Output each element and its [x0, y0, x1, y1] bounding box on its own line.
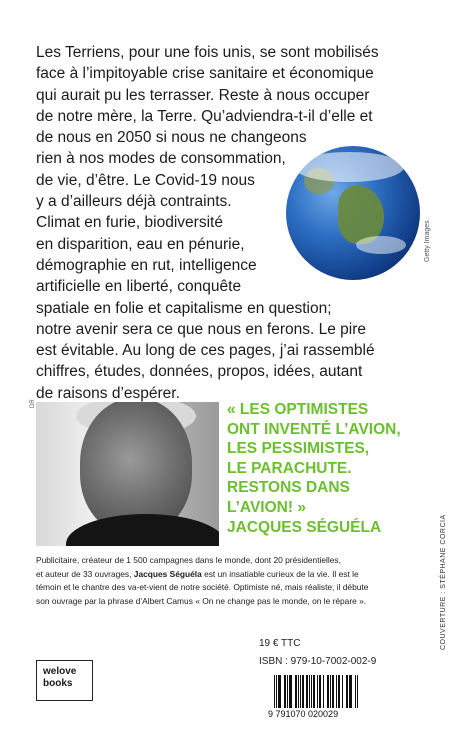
blurb-line: de raisons d’espérer.	[36, 384, 180, 402]
blurb-line: est évitable. Au long de ces pages, j’ai rassemblé	[36, 342, 375, 360]
barcode-bar	[336, 675, 337, 708]
barcode-bar	[287, 675, 288, 708]
quote-line: RESTONS DANS	[227, 479, 350, 497]
bio-line	[36, 568, 436, 582]
barcode-bar	[355, 675, 356, 708]
quote-author: JACQUES SÉGUÉLA	[227, 518, 382, 536]
barcode-bar	[278, 675, 280, 708]
cover-credit: COUVERTURE : STÉPHANE CORCIA	[440, 514, 447, 650]
barcode-bar	[338, 675, 340, 708]
barcode-bar	[309, 675, 310, 708]
blurb-line: qui aurait pu les terrasser. Reste à nous occuper	[36, 86, 370, 104]
blurb-line: Les Terriens, pour une fois unis, se sont mobilisés	[36, 44, 379, 61]
author-name: Jacques Séguéla	[133, 568, 202, 579]
barcode-digits: 9 791070 020029	[268, 709, 339, 719]
barcode-bar	[291, 675, 292, 708]
barcode-bar	[289, 675, 291, 708]
barcode-bar	[327, 675, 329, 708]
price: 19 € TTC	[259, 638, 301, 649]
blurb-line: face à l’impitoyable crise sanitaire et économique	[36, 65, 374, 83]
publisher-logo-line: books	[43, 678, 73, 689]
publisher-logo	[36, 660, 93, 701]
quote-line: ONT INVENTÉ L’AVION,	[227, 420, 401, 438]
blurb-line: rien à nos modes de consommation,	[36, 150, 286, 168]
barcode-bar	[295, 675, 297, 708]
barcode-bars	[274, 675, 358, 708]
blurb-line: chiffres, études, données, propos, idées, autant	[36, 363, 363, 381]
barcode-bar	[280, 675, 281, 708]
blurb-line: notre avenir sera ce que nous en ferons. Le pire	[36, 320, 367, 338]
earth-image	[286, 146, 420, 280]
barcode-bar	[302, 675, 304, 708]
earth-cloud	[294, 152, 404, 182]
author-photo-credit: DR	[30, 399, 36, 408]
author-bio	[36, 554, 436, 608]
barcode-bar	[298, 675, 299, 708]
author-shoulders	[66, 514, 219, 546]
earth-cloud	[356, 236, 406, 254]
quote-line: LES PESSIMISTES,	[227, 440, 370, 458]
blurb-line: Climat en furie, biodiversité	[36, 214, 223, 232]
barcode-bar	[274, 675, 275, 708]
blurb-line: spatiale en folie et capitalisme en question;	[36, 299, 332, 317]
blurb-line: de notre mère, la Terre. Qu’adviendra-t-il d’elle et	[36, 107, 373, 125]
bio-line: Publicitaire, créateur de 1 500 campagnes dans le monde, dont 20 présidentielles,	[36, 555, 341, 565]
barcode-bar	[313, 675, 315, 708]
barcode-bar	[300, 675, 301, 708]
barcode-bar	[349, 675, 351, 708]
barcode-bar	[306, 675, 308, 708]
barcode-bar	[346, 675, 348, 708]
blurb-line: de vie, d’être. Le Covid-19 nous	[36, 171, 255, 189]
quote-line: « LES OPTIMISTES	[227, 401, 369, 418]
isbn: ISBN : 979-10-7002-002-9	[259, 656, 377, 667]
barcode-bar	[357, 675, 358, 708]
barcode-bar	[276, 675, 277, 708]
bio-line: son ouvrage par la phrase d’Albert Camus « On ne change pas le monde, on le répare ».	[36, 595, 367, 606]
earth-photo-credit: Getty Images	[424, 220, 431, 262]
barcode-bar	[332, 675, 334, 708]
bio-text: et auteur de 33 ouvrages,	[36, 568, 134, 579]
quote-line: L’AVION! »	[227, 498, 306, 516]
blurb-line: démographie en rut, intelligence	[36, 256, 257, 274]
blurb-line: en disparition, eau en pénurie,	[36, 235, 245, 253]
author-quote	[227, 400, 427, 537]
quote-line: LE PARACHUTE.	[227, 459, 352, 477]
blurb-line: de nous en 2050 si nous ne changeons	[36, 129, 307, 147]
bio-text: est un insatiable curieux de la vie. Il est le	[201, 568, 359, 579]
barcode-bar	[319, 675, 321, 708]
publisher-logo-line: welove	[43, 666, 77, 677]
bio-line: témoin et le chantre des va-et-vient de notre société. Optimiste né, mais réaliste, il débute	[36, 582, 369, 592]
barcode-bar	[330, 675, 331, 708]
barcode	[266, 675, 408, 719]
blurb-line: artificielle en liberté, conquête	[36, 278, 242, 296]
barcode-bar	[342, 675, 343, 708]
barcode-bar	[351, 675, 352, 708]
barcode-bar	[284, 675, 286, 708]
author-photo	[36, 402, 219, 546]
barcode-bar	[317, 675, 318, 708]
blurb-line: y a d’ailleurs déjà contraints.	[36, 193, 232, 211]
barcode-bar	[323, 675, 324, 708]
barcode-bar	[311, 675, 312, 708]
